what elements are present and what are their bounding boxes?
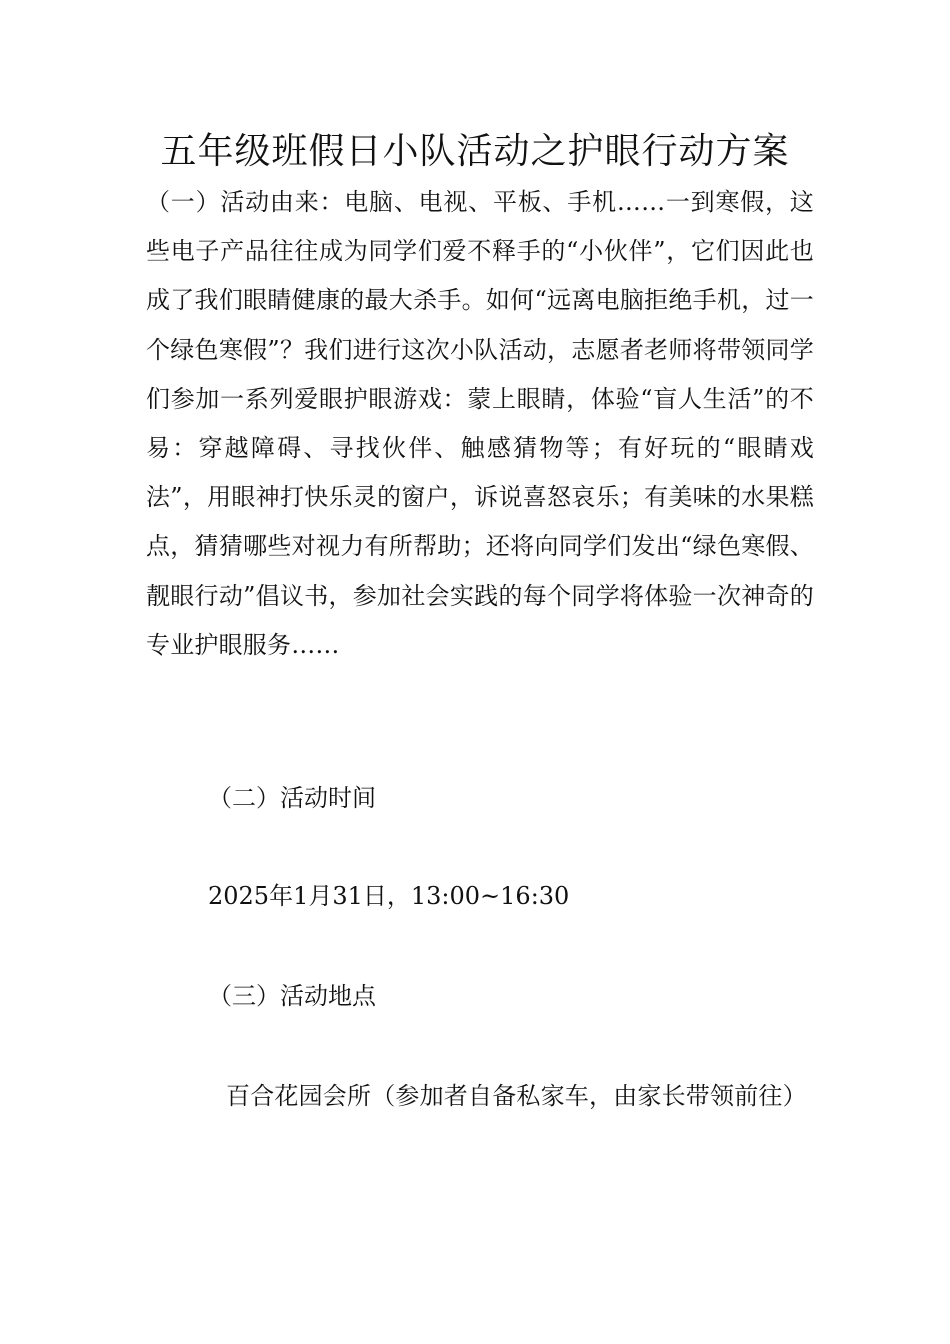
section-time-text: 2025年1月31日，13:00~16:30 [208, 882, 570, 910]
section-location-heading: （三）活动地点 [208, 982, 376, 1010]
section-time-heading: （二）活动时间 [208, 784, 376, 812]
section-location-text: 百合花园会所（参加者自备私家车，由家长带领前往） [226, 1082, 807, 1110]
document-title: 五年级班假日小队活动之护眼行动方案 [160, 131, 790, 172]
section-origin-paragraph: （一）活动由来：电脑、电视、平板、手机……一到寒假，这些电子产品往往成为同学们爱不释手的“小伙伴”，它们因此也成了我们眼睛健康的最大杀手。如何“远离电脑拒绝手机，过一个绿色寒假”？我们进行这次小队活动，志愿者老师将带领同学们参加一系列爱眼护眼游戏：蒙上眼睛，体验“盲人生活”的不易：穿越障碍、寻找伙伴、触感猜物等；有好玩的“眼睛戏法”，用眼神打快乐灵的窗户，诉说喜怒哀乐；有美味的水果糕点，猜猜哪些对视力有所帮助；还将向同学们发出“绿色寒假、靓眼行动”倡议书，参加社会实践的每个同学将体验一次神奇的专业护眼服务…… [146, 188, 814, 659]
